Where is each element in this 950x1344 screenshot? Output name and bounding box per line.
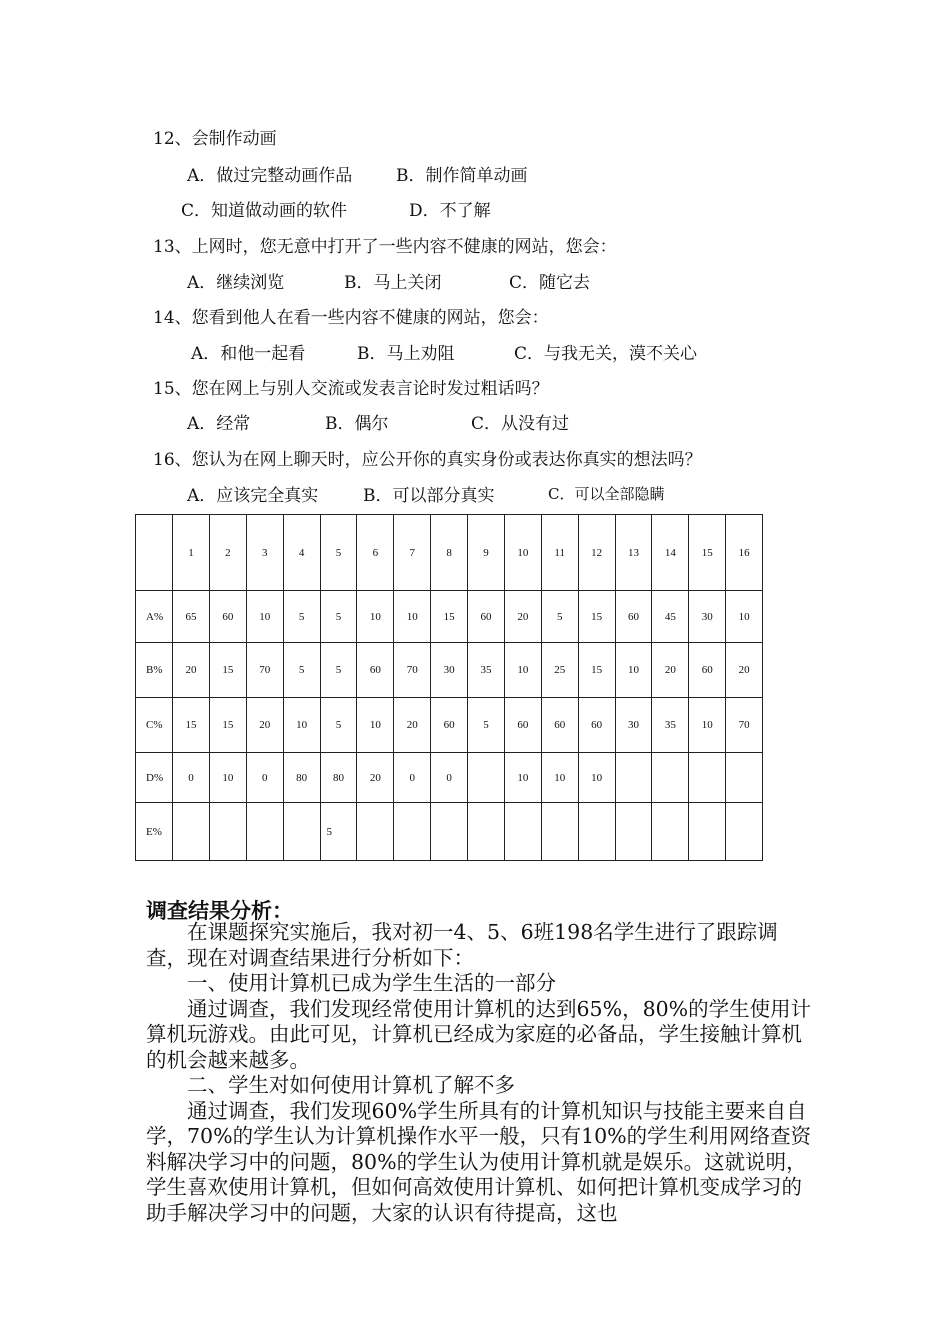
table-cell: 80 — [320, 753, 357, 803]
table-cell — [615, 753, 652, 803]
table-cell — [394, 803, 431, 861]
table-cell — [726, 803, 763, 861]
table-cell: 80 — [283, 753, 320, 803]
row-label: B% — [136, 643, 173, 698]
table-cell: 20 — [726, 643, 763, 698]
option: A．和他一起看 — [191, 344, 306, 364]
analysis-title: 调查结果分析： — [146, 899, 293, 923]
table-cell: 60 — [541, 698, 578, 753]
table-cell: 20 — [246, 698, 283, 753]
column-header: 13 — [615, 515, 652, 591]
table-cell: 15 — [578, 643, 615, 698]
table-cell: 10 — [246, 591, 283, 643]
table-cell — [541, 803, 578, 861]
table-cell: 30 — [431, 643, 468, 698]
column-header: 5 — [320, 515, 357, 591]
table-cell — [431, 803, 468, 861]
table-cell: 60 — [689, 643, 726, 698]
table-cell: 35 — [652, 698, 689, 753]
column-header: 2 — [209, 515, 246, 591]
table-cell: 20 — [357, 753, 394, 803]
paragraph: 在课题探究实施后，我对初一4、5、6班198名学生进行了跟踪调查，现在对调查结果进行分析如下： — [146, 920, 778, 970]
table-cell — [357, 803, 394, 861]
table-cell: 60 — [615, 591, 652, 643]
table-cell: 10 — [357, 698, 394, 753]
table-cell: 5 — [283, 591, 320, 643]
table-cell — [689, 803, 726, 861]
question-13: 13、上网时，您无意中打开了一些内容不健康的网站，您会： — [153, 237, 617, 257]
table-cell: 10 — [394, 591, 431, 643]
table-cell — [652, 803, 689, 861]
question-15: 15、您在网上与别人交流或发表言论时发过粗话吗？ — [153, 379, 549, 399]
row-label: E% — [136, 803, 173, 861]
table-cell — [652, 753, 689, 803]
option: A．应该完全真实 — [187, 486, 319, 506]
option: B．可以部分真实 — [363, 486, 495, 506]
table-cell: 10 — [689, 698, 726, 753]
paragraph: 通过调查，我们发现经常使用计算机的达到65%，80%的学生使用计算机玩游戏。由此可见，计算机已经成为家庭的必备品，学生接触计算机的机会越来越多。 — [146, 996, 812, 1072]
table-cell: 70 — [246, 643, 283, 698]
table-cell: 10 — [541, 753, 578, 803]
row-label: D% — [136, 753, 173, 803]
table-cell: 70 — [726, 698, 763, 753]
table-cell — [468, 753, 505, 803]
option: A．继续浏览 — [187, 273, 285, 293]
table-cell: 5 — [320, 803, 357, 861]
table-cell: 10 — [615, 643, 652, 698]
table-cell: 5 — [283, 643, 320, 698]
table-cell: 60 — [431, 698, 468, 753]
table-cell: 15 — [209, 643, 246, 698]
table-corner-cell — [136, 515, 173, 591]
table-cell: 10 — [209, 753, 246, 803]
option: C．与我无关，漠不关心 — [514, 344, 698, 364]
column-header: 3 — [246, 515, 283, 591]
table-row — [136, 591, 763, 643]
question-14: 14、您看到他人在看一些内容不健康的网站，您会： — [153, 308, 549, 328]
column-header: 9 — [468, 515, 505, 591]
table-cell — [726, 753, 763, 803]
table-cell: 65 — [173, 591, 210, 643]
table-row — [136, 803, 763, 861]
table-row — [136, 643, 763, 698]
question-16: 16、您认为在网上聊天时，应公开你的真实身份或表达你真实的想法吗？ — [153, 450, 702, 470]
table-cell: 60 — [209, 591, 246, 643]
option: D．不了解 — [409, 201, 491, 221]
table-cell: 0 — [173, 753, 210, 803]
table-cell — [246, 803, 283, 861]
table-cell: 15 — [209, 698, 246, 753]
table-cell: 15 — [431, 591, 468, 643]
option: C．可以全部隐瞒 — [548, 485, 665, 503]
section-heading: 一、使用计算机已成为学生生活的一部分 — [187, 971, 556, 995]
table-cell: 20 — [504, 591, 541, 643]
table-cell: 10 — [578, 753, 615, 803]
column-header: 15 — [689, 515, 726, 591]
table-row — [136, 753, 763, 803]
option: A．做过完整动画作品 — [187, 166, 353, 186]
table-cell: 30 — [615, 698, 652, 753]
table-cell: 60 — [578, 698, 615, 753]
table-cell: 30 — [689, 591, 726, 643]
column-header: 11 — [541, 515, 578, 591]
table-cell: 20 — [394, 698, 431, 753]
table-cell — [578, 803, 615, 861]
table-cell — [615, 803, 652, 861]
column-header: 12 — [578, 515, 615, 591]
table-cell: 0 — [246, 753, 283, 803]
table-cell: 25 — [541, 643, 578, 698]
table-cell: 60 — [468, 591, 505, 643]
table-cell: 5 — [541, 591, 578, 643]
option: C．从没有过 — [471, 414, 570, 434]
table-cell: 15 — [578, 591, 615, 643]
option: C．知道做动画的软件 — [181, 201, 348, 221]
table-cell: 10 — [726, 591, 763, 643]
column-header: 1 — [173, 515, 210, 591]
option: B．马上关闭 — [344, 273, 442, 293]
table-cell: 0 — [394, 753, 431, 803]
table-cell: 5 — [320, 643, 357, 698]
analysis-body — [146, 920, 814, 1226]
table-cell — [689, 753, 726, 803]
table-cell: 15 — [173, 698, 210, 753]
table-cell: 10 — [504, 643, 541, 698]
column-header: 16 — [726, 515, 763, 591]
table-cell: 5 — [320, 698, 357, 753]
option: B．马上劝阻 — [357, 344, 455, 364]
option: B．偶尔 — [325, 414, 389, 434]
column-header: 14 — [652, 515, 689, 591]
column-header: 6 — [357, 515, 394, 591]
question-12: 12、会制作动画 — [153, 129, 277, 149]
table-cell: 20 — [652, 643, 689, 698]
row-label: C% — [136, 698, 173, 753]
column-header: 8 — [431, 515, 468, 591]
table-cell — [173, 803, 210, 861]
table-cell — [468, 803, 505, 861]
table-cell: 10 — [283, 698, 320, 753]
column-header: 10 — [504, 515, 541, 591]
option: C．随它去 — [509, 273, 591, 293]
row-label: A% — [136, 591, 173, 643]
table-cell: 10 — [504, 753, 541, 803]
table-cell — [209, 803, 246, 861]
table-cell: 5 — [320, 591, 357, 643]
option: A．经常 — [187, 414, 251, 434]
option: B．制作简单动画 — [396, 166, 528, 186]
table-cell: 10 — [357, 591, 394, 643]
table-cell: 20 — [173, 643, 210, 698]
table-cell: 60 — [504, 698, 541, 753]
table-row — [136, 698, 763, 753]
table-cell — [504, 803, 541, 861]
table-cell: 70 — [394, 643, 431, 698]
table-cell: 45 — [652, 591, 689, 643]
table-cell: 5 — [468, 698, 505, 753]
table-cell: 35 — [468, 643, 505, 698]
paragraph: 通过调查，我们发现60%学生所具有的计算机知识与技能主要来自自学，70%的学生认为计算机操作水平一般，只有10%的学生利用网络查资料解决学习中的问题，80%的学生认为使用计算机就是娱乐。这就说明，学生喜欢使用计算机，但如何高效使用计算机、如何把计算机变成学习的助手解决学习中的问题，大家的认识有待提高，这也 — [146, 1098, 812, 1225]
survey-results-table — [135, 514, 763, 861]
column-header: 7 — [394, 515, 431, 591]
table-cell: 60 — [357, 643, 394, 698]
table-cell: 0 — [431, 753, 468, 803]
column-header: 4 — [283, 515, 320, 591]
section-heading: 二、学生对如何使用计算机了解不多 — [187, 1073, 515, 1097]
table-cell — [283, 803, 320, 861]
